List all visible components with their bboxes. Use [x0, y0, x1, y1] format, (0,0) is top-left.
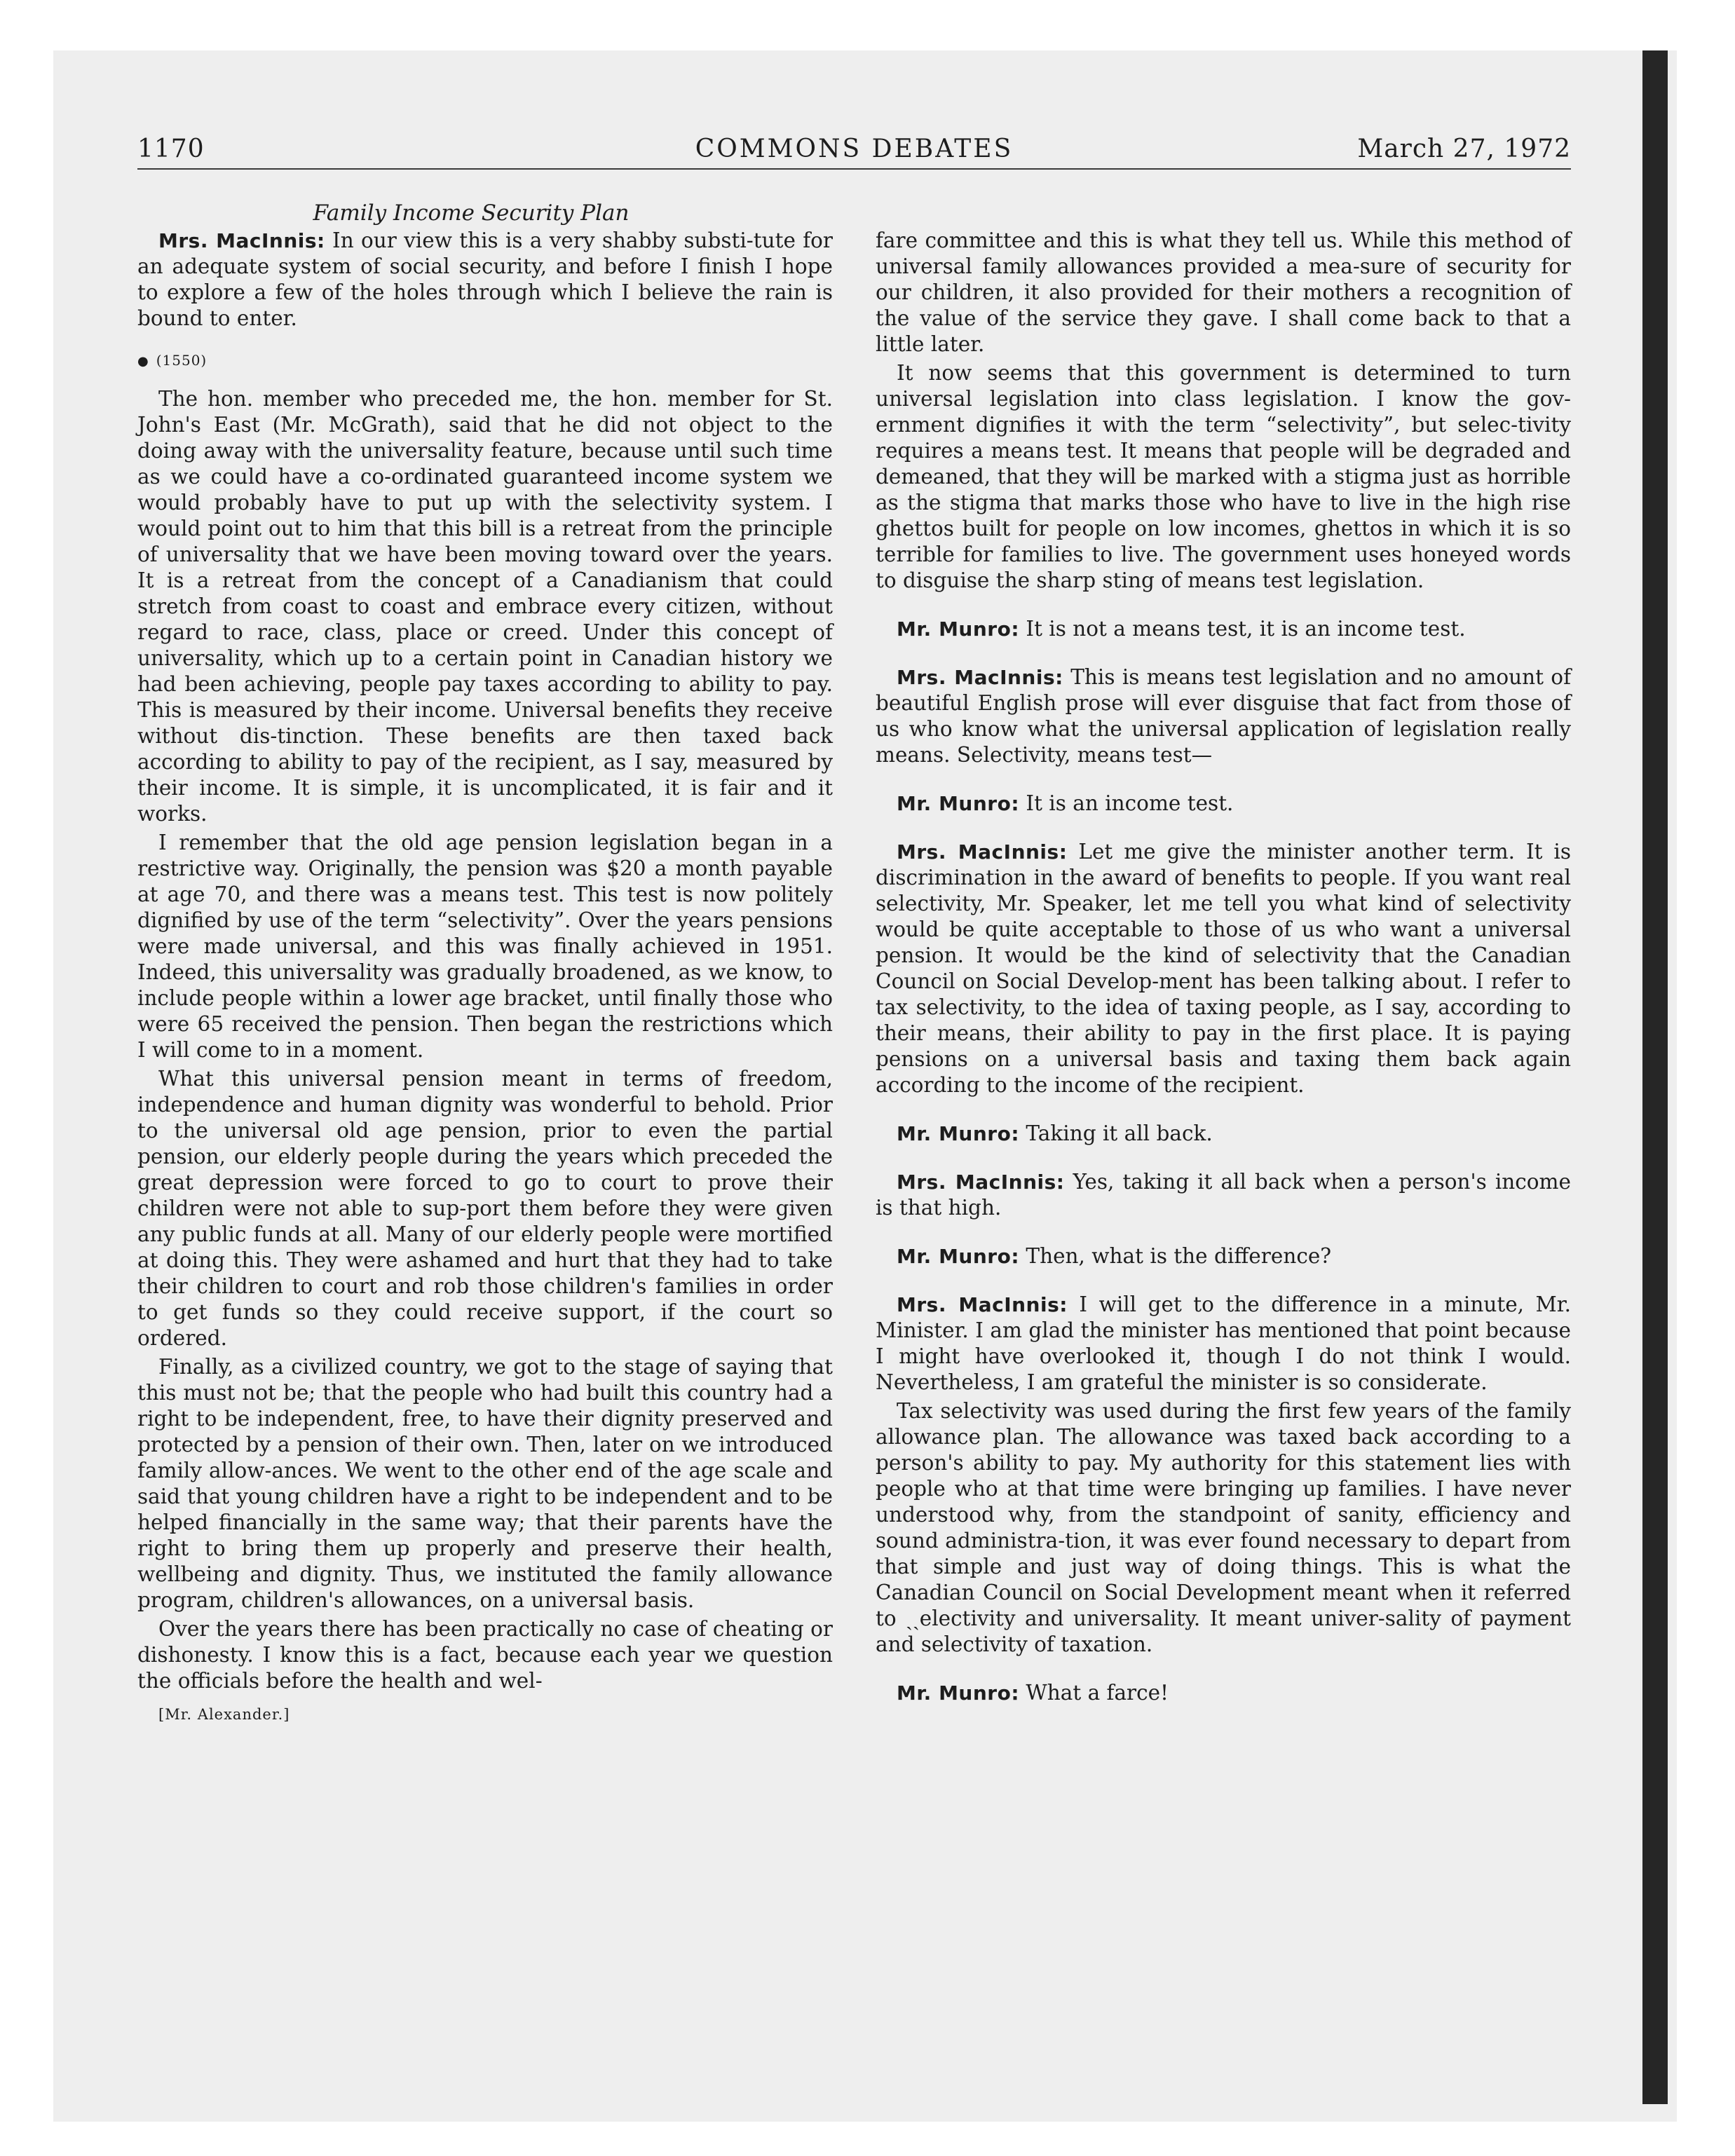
speaker-name: Mr. Munro: — [897, 618, 1020, 641]
speaker-name: Mrs. MacInnis: — [897, 840, 1068, 864]
speech-text: What a farce! — [1019, 1681, 1169, 1705]
speech-text: Let me give the minister another term. It is discrimination in the award of benefits to people. If you want real selectivity, Mr. Speaker, let me tell you what kind of selectivity would be quite acceptable to those of us who want a universal pension. It would be the kind of selectivity that the Canadian Council on Social Develop-ment has been talking about. I refer to tax selectivity, to the idea of taxing people, as I say, according to their means, their ability to pay in the first place. It is paying pensions on a universal basis and taxing them back again according to the income of the recipient. — [876, 840, 1571, 1097]
bullet-icon: ● — [137, 354, 149, 369]
paragraph: It now seems that this government is determined to turn universal legislation into class legislation. I know the gov-ernment dignifies it with the term “selectivity”, but selec-tivity requires a means test. It means that people will be degraded and demeaned, that they will be marked with a stigma just as horrible as the stigma that marks those who have to live in the high rise ghettos built for people on low incomes, ghettos in which it is so terrible for families to live. The government uses honeyed words to disguise the sharp sting of means test legislation. — [876, 361, 1571, 592]
paragraph: I remember that the old age pension legislation began in a restrictive way. Originally, the pension was $20 a month payable at age 70, and there was a means test. This test is now politely dignified by use of the term “selectivity”. Over the years pensions were made universal, and this was finally achieved in 1951. Indeed, this universality was gradually broadened, as we know, to include people within a lower age bracket, until finally those who were 65 received the pension. Then began the restrictions which I will come to in a moment. — [137, 831, 833, 1062]
speech-text: In our view this is a very shabby substi-tute for an adequate system of social security, and before I finish I hope to explore a few of the holes through which I believe the rain is bound to enter. — [137, 228, 833, 330]
section-title: Family Income Security Plan — [313, 200, 630, 226]
speech-text: Taking it all back. — [1019, 1121, 1213, 1145]
page-number: 1170 — [137, 135, 205, 163]
running-head — [137, 133, 1571, 170]
paragraph — [876, 1292, 1571, 1396]
issue-date: March 27, 1972 — [1357, 135, 1571, 163]
paragraph — [876, 1169, 1571, 1221]
speech-text: Then, what is the difference? — [1019, 1244, 1332, 1268]
speaker-name: Mrs. MacInnis: — [897, 1293, 1068, 1316]
speaker-name: Mrs. MacInnis: — [897, 666, 1063, 689]
paragraph — [876, 616, 1571, 642]
speaker-footnote: [Mr. Alexander.] — [158, 1706, 290, 1723]
speaker-name: Mrs. MacInnis: — [897, 1171, 1065, 1194]
speech-text: It is not a means test, it is an income test. — [1019, 617, 1466, 641]
paragraph: fare committee and this is what they tell us. While this method of universal family allowances provided a mea-sure of security for our children, it also provided for their mothers a recognition of the value of the service they gave. I shall come back to that a little later. — [876, 228, 1571, 356]
speaker-name: Mr. Munro: — [897, 1122, 1020, 1145]
paragraph: Finally, as a civilized country, we got to the stage of saying that this must not be; that the people who had built this country had a right to be independent, free, to have their dignity preserved and protected by a pension of their own. Then, later on we introduced family allow-ances. We went to the other end of the age scale and said that young children have a right to be independent and to be helped financially in the same way; that their parents have the right to bring them up properly and preserve their health, wellbeing and dignity. Thus, we instituted the family allowance program, children's allowances, on a universal basis. — [137, 1355, 833, 1612]
paragraph: The hon. member who preceded me, the hon. member for St. John's East (Mr. McGrath), said that he did not object to the doing away with the universality feature, because until such time as we could have a co-ordinated guaranteed income system we would probably have to put up with the selectivity system. I would point out to him that this bill is a retreat from the principle of universality that we have been moving toward over the years. It is a retreat from the concept of a Canadianism that could stretch from coast to coast and embrace every citizen, without regard to race, class, place or creed. Under this concept of universality, which up to a certain point in Canadian history we had been achieving, people pay taxes according to ability to pay. This is measured by their income. Universal benefits they receive without dis-tinction. These benefits are then taxed back according to ability to pay of the recipient, as I say, measured by their income. It is simple, it is uncomplicated, it is fair and it works. — [137, 387, 833, 826]
paragraph: Tax selectivity was used during the first few years of the family allowance plan. The allowance was taxed back according to a person's ability to pay. My authority for this statement lies with people who at that time were bringing up families. I have never understood why, from the standpoint of sanity, efficiency and sound administra-tion, it was ever found necessary to depart from that simple and just way of doing things. This is what the Canadian Council on Social Development meant when it referred to ˎˏelectivity and universality. It meant univer-sality of payment and selectivity of taxation. — [876, 1399, 1571, 1656]
paragraph — [876, 839, 1571, 1098]
speech-text: It is an income test. — [1019, 791, 1234, 815]
speech-text: Yes, taking it all back when a person's income is that high. — [876, 1170, 1571, 1220]
publication-title: COMMONS DEBATES — [695, 135, 1014, 163]
timestamp — [137, 350, 833, 372]
paragraph — [876, 1680, 1571, 1706]
speaker-name: Mr. Munro: — [897, 792, 1020, 815]
timestamp-text: (1550) — [156, 352, 207, 369]
speaker-name: Mr. Munro: — [897, 1681, 1020, 1705]
paragraph — [876, 791, 1571, 817]
right-column — [876, 228, 1571, 1709]
binding-edge — [1642, 50, 1668, 2104]
speaker-name: Mr. Munro: — [897, 1245, 1020, 1268]
paragraph — [876, 1121, 1571, 1147]
document-page — [137, 133, 1571, 2068]
left-column — [137, 200, 833, 1725]
paragraph — [876, 1243, 1571, 1269]
paragraph: Over the years there has been practically no case of cheating or dishonesty. I know this is a fact, because each year we question the officials before the health and wel- — [137, 1617, 833, 1693]
speech-text: I will get to the difference in a minute, Mr. Minister. I am glad the minister has mentioned that point because I might have overlooked it, though I do not think I would. Nevertheless, I am grateful the minister is so considerate. — [876, 1292, 1571, 1394]
paragraph — [876, 664, 1571, 768]
paragraph — [137, 228, 833, 332]
speech-text: This is means test legislation and no amount of beautiful English prose will ever disguise that fact from those of us who know what the universal application of legislation really means. Selectivity, means test— — [876, 665, 1571, 767]
paragraph: What this universal pension meant in terms of freedom, independence and human dignity was wonderful to behold. Prior to the universal old age pension, prior to even the partial pension, our elderly people during the years which preceded the great depression were forced to go to court to prove their children were not able to sup-port them before they were given any public funds at all. Many of our elderly people were mortified at doing this. They were ashamed and hurt that they had to take their children to court and rob those children's families in order to get funds so they could receive support, if the court so ordered. — [137, 1067, 833, 1350]
speaker-name: Mrs. MacInnis: — [158, 229, 325, 252]
